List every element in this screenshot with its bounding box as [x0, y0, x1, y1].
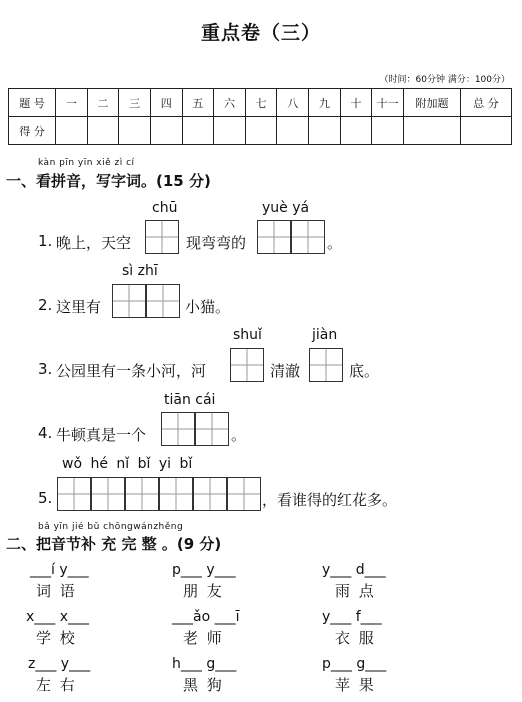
score-input-cell[interactable]	[340, 117, 372, 145]
score-value-row	[9, 117, 512, 145]
writing-box[interactable]	[112, 284, 146, 318]
q5-number: 5.	[38, 489, 53, 507]
score-input-cell[interactable]	[182, 117, 214, 145]
writing-box[interactable]	[291, 220, 325, 254]
word: 老 师	[183, 629, 224, 647]
q2-text-post: 小猫。	[185, 298, 231, 316]
word: 朋 友	[183, 582, 224, 600]
word: 黑 狗	[183, 676, 224, 694]
score-header-row	[9, 89, 512, 117]
score-input-cell[interactable]	[214, 117, 246, 145]
writing-box[interactable]	[57, 477, 91, 511]
score-header-cell: 三	[119, 89, 151, 117]
section1-pinyin: kàn pīn yīn xiě zì cí	[38, 158, 135, 168]
q3-pinyin-2: jiàn	[312, 327, 338, 343]
word: 左 右	[36, 676, 77, 694]
writing-box[interactable]	[159, 477, 193, 511]
q2-number: 2.	[38, 296, 53, 314]
writing-box[interactable]	[161, 412, 195, 446]
score-header-cell: 总 分	[461, 89, 512, 117]
word: 衣 服	[335, 629, 376, 647]
score-input-cell[interactable]	[404, 117, 461, 145]
q1-pinyin-2: yuè yá	[262, 200, 310, 216]
writing-box[interactable]	[257, 220, 291, 254]
score-header-cell: 六	[214, 89, 246, 117]
score-input-cell[interactable]	[150, 117, 182, 145]
score-input-cell[interactable]	[372, 117, 404, 145]
score-header-cell: 五	[182, 89, 214, 117]
score-input-cell[interactable]	[56, 117, 88, 145]
score-header-cell: 十	[340, 89, 372, 117]
q2-pinyin: sì zhī	[122, 263, 158, 279]
q4-number: 4.	[38, 424, 53, 442]
score-header-cell: 八	[277, 89, 309, 117]
score-header-cell: 九	[309, 89, 341, 117]
q1-pinyin-1: chū	[152, 200, 178, 216]
score-input-cell[interactable]	[245, 117, 277, 145]
word: 词 语	[36, 582, 77, 600]
word: 学 校	[36, 629, 77, 647]
word: 雨 点	[335, 582, 376, 600]
q5-pinyin: wǒ hé nǐ bǐ yi bǐ	[62, 456, 193, 472]
score-header-cell: 题 号	[9, 89, 56, 117]
pinyin-blank[interactable]: h___ g___	[172, 656, 237, 672]
writing-box[interactable]	[145, 220, 179, 254]
writing-box[interactable]	[309, 348, 343, 382]
score-row-label: 得 分	[9, 117, 56, 145]
q4-text-end: 。	[231, 426, 247, 444]
pinyin-blank[interactable]: ___ǎo ___ī	[172, 609, 240, 625]
score-header-cell: 十一	[372, 89, 404, 117]
q3-pinyin-1: shuǐ	[233, 327, 262, 343]
pinyin-blank[interactable]: y___ f___	[322, 609, 382, 625]
score-header-cell: 四	[150, 89, 182, 117]
score-input-cell[interactable]	[461, 117, 512, 145]
pinyin-blank[interactable]: y___ d___	[322, 562, 386, 578]
score-input-cell[interactable]	[277, 117, 309, 145]
q3-number: 3.	[38, 360, 53, 378]
score-header-cell: 附加题	[404, 89, 461, 117]
pinyin-blank[interactable]: p___ g___	[322, 656, 387, 672]
writing-box[interactable]	[125, 477, 159, 511]
q3-text-end: 底。	[349, 362, 380, 380]
score-header-cell: 七	[245, 89, 277, 117]
q3-text-pre: 公园里有一条小河，河	[56, 362, 207, 380]
score-input-cell[interactable]	[87, 117, 119, 145]
q2-text-pre: 这里有	[56, 298, 102, 316]
writing-box[interactable]	[227, 477, 261, 511]
writing-box[interactable]	[193, 477, 227, 511]
q4-text-pre: 牛顿真是一个	[56, 426, 147, 444]
score-input-cell[interactable]	[309, 117, 341, 145]
q5-text-post: ，看谁得的红花多。	[262, 491, 398, 509]
word: 苹 果	[335, 676, 376, 694]
q3-text-mid: 清澈	[270, 362, 301, 380]
writing-box[interactable]	[230, 348, 264, 382]
section2-pinyin: bǎ yīn jié bǔ chōngwánzhěng	[38, 522, 184, 532]
writing-box[interactable]	[195, 412, 229, 446]
page-title: 重点卷（三）	[200, 22, 321, 44]
score-header-cell: 二	[87, 89, 119, 117]
exam-meta: （时间：60分钟 满分：100分）	[379, 75, 510, 85]
q1-number: 1.	[38, 232, 53, 250]
q1-text-pre: 晚上，天空	[56, 234, 132, 252]
q1-text-end: 。	[327, 234, 343, 252]
pinyin-blank[interactable]: ___í y___	[30, 562, 89, 578]
section2-title: 二、把音节补 充 完 整 。(9 分)	[6, 535, 222, 553]
q4-pinyin: tiān cái	[164, 392, 216, 408]
score-header-cell: 一	[56, 89, 88, 117]
score-input-cell[interactable]	[119, 117, 151, 145]
pinyin-blank[interactable]: z___ y___	[28, 656, 91, 672]
pinyin-blank[interactable]: p___ y___	[172, 562, 236, 578]
writing-box[interactable]	[91, 477, 125, 511]
score-table	[8, 88, 512, 145]
writing-box[interactable]	[146, 284, 180, 318]
pinyin-blank[interactable]: x___ x___	[26, 609, 90, 625]
section1-title: 一、看拼音，写字词。(15 分)	[6, 172, 211, 190]
q1-text-mid: 现弯弯的	[186, 234, 247, 252]
